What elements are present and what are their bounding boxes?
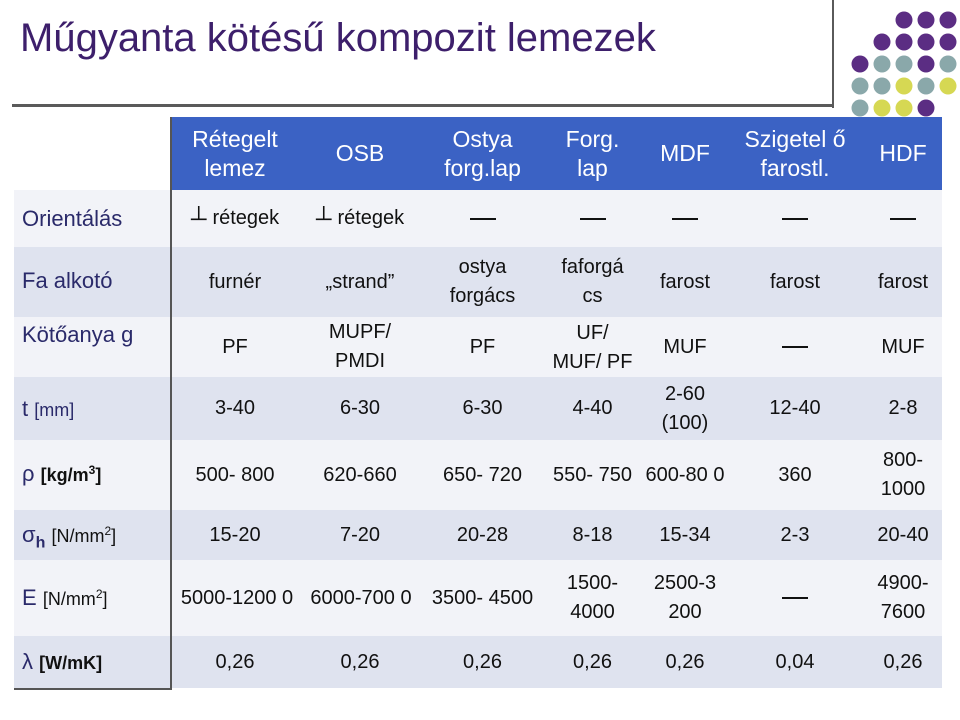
cell-wood-osb: „strand” — [325, 270, 395, 293]
perpendicular-symbol: ┴ — [315, 206, 332, 231]
decorative-dot — [940, 56, 957, 73]
cell-density-hdf: 800- 1000 — [880, 449, 926, 500]
cell-binder-plywood: PF — [222, 335, 248, 358]
cell-strength-wafer-board: 20-28 — [456, 523, 509, 546]
decorative-dot — [918, 34, 935, 51]
cell-binder-particleboard: UF/ MUF/ PF — [552, 322, 633, 373]
row-label-modulus: E $[N/mm^2]$ — [22, 585, 108, 610]
row-label-binder: Kötőanya g — [22, 322, 134, 347]
cell-density-mdf: 600-80 0 — [645, 463, 725, 486]
cell-binder-osb: MUPF/ PMDI — [328, 321, 392, 372]
dash-symbol — [782, 597, 808, 599]
decorative-dot — [896, 78, 913, 95]
cell-thickness-plywood: 3-40 — [214, 397, 256, 419]
column-header-plywood: Rétegelt lemez — [192, 125, 278, 181]
dash-symbol — [470, 218, 496, 220]
decorative-dot — [940, 34, 957, 51]
row-label-bending-strength: $\sigma_h$ $[N/mm^2]$ — [22, 522, 117, 551]
cell-density-wafer-board: 650- 720 — [443, 463, 522, 486]
cell-binder-insulation — [740, 317, 850, 377]
cell-modulus-osb: 6000-700 0 — [310, 586, 412, 609]
decorative-dot — [896, 12, 913, 29]
dash-symbol — [782, 346, 808, 348]
dash-symbol — [580, 218, 606, 220]
cell-modulus-wafer-board: 3500- 4500 — [431, 586, 534, 609]
cell-orientation-mdf — [640, 190, 730, 247]
cell-orientation-plywood: ┴ rétegek — [190, 206, 280, 231]
cell-wood-wafer-board: ostya forgács — [449, 256, 516, 307]
column-header-insulation-fiberboard: Szigetel ő farostl. — [744, 125, 846, 181]
cell-thickness-mdf: 2-60 (100) — [661, 382, 709, 434]
cell-wood-plywood: furnér — [208, 270, 262, 293]
decorative-dot — [852, 100, 869, 117]
decorative-dot — [896, 56, 913, 73]
page-title: Műgyanta kötésű kompozit lemezek — [20, 16, 656, 60]
decorative-dot — [918, 56, 935, 73]
column-header-mdf: MDF — [660, 140, 710, 166]
cell-density-osb: 620-660 — [323, 463, 397, 486]
decorative-dot — [896, 34, 913, 51]
decorative-dot — [874, 100, 891, 117]
decorative-dot — [918, 78, 935, 95]
row-label-thickness: t [mm] — [22, 396, 75, 421]
dash-symbol — [890, 218, 916, 220]
cell-modulus-hdf: 4900- 7600 — [877, 572, 929, 623]
cell-thickness-insulation: 12-40 — [769, 397, 821, 419]
decorative-dot — [896, 100, 913, 117]
row-label-orientation: Orientálás — [22, 206, 123, 231]
decorative-dot — [852, 56, 869, 73]
decorative-dot — [874, 34, 891, 51]
cell-thickness-hdf: 2-8 — [888, 397, 918, 419]
cell-strength-hdf: 20-40 — [877, 523, 929, 546]
cell-modulus-particleboard: 1500- 4000 — [566, 572, 619, 623]
column-header-hdf: HDF — [879, 140, 927, 166]
cell-orientation-hdf — [858, 190, 948, 247]
cell-strength-insulation: 2-3 — [780, 523, 810, 546]
cell-modulus-mdf: 2500-3 200 — [653, 572, 717, 623]
cell-conductivity-osb: 0,26 — [340, 650, 380, 673]
column-header-wafer-board: Ostya forg.lap — [444, 125, 521, 181]
decorative-dot — [940, 78, 957, 95]
title-divider-vertical — [832, 0, 834, 108]
cell-modulus-plywood: 5000-1200 0 — [180, 586, 294, 609]
title-divider — [12, 104, 832, 107]
table-vertical-rule — [170, 117, 172, 689]
row-label-density: ρ $[kg/m^3]$ — [22, 461, 102, 486]
cell-conductivity-insulation: 0,04 — [775, 650, 815, 673]
cell-wood-insulation: farost — [769, 270, 821, 293]
cell-wood-particleboard: faforgá cs — [561, 256, 624, 307]
cell-orientation-particleboard — [550, 190, 635, 247]
cell-conductivity-wafer-board: 0,26 — [463, 650, 502, 673]
table-bottom-rule — [14, 688, 172, 690]
cell-wood-mdf: farost — [659, 270, 711, 293]
cell-modulus-insulation — [740, 560, 850, 636]
perpendicular-symbol: ┴ — [190, 206, 207, 231]
cell-wood-hdf: farost — [877, 270, 929, 293]
decorative-dot — [940, 12, 957, 29]
cell-thickness-particleboard: 4-40 — [572, 397, 613, 419]
decorative-dot — [852, 78, 869, 95]
cell-conductivity-mdf: 0,26 — [665, 650, 705, 673]
row-label-wood-component: Fa alkotó — [22, 268, 113, 293]
decorative-dot — [918, 100, 935, 117]
decorative-dot — [874, 78, 891, 95]
cell-orientation-wafer-board — [425, 190, 540, 247]
row-label-conductivity: λ [W/mK] — [22, 649, 103, 674]
cell-orientation-osb: ┴ rétegek — [315, 206, 405, 231]
cell-strength-osb: 7-20 — [339, 523, 381, 546]
cell-binder-mdf: MUF — [663, 335, 707, 358]
dash-symbol — [782, 218, 808, 220]
dash-symbol — [672, 218, 698, 220]
cell-density-plywood: 500- 800 — [195, 463, 275, 486]
column-header-particleboard: Forg. lap — [565, 125, 620, 181]
decorative-dot-grid — [850, 10, 960, 120]
cell-conductivity-hdf: 0,26 — [883, 650, 923, 673]
cell-conductivity-particleboard: 0,26 — [573, 650, 612, 673]
cell-density-insulation: 360 — [778, 463, 812, 486]
cell-binder-hdf: MUF — [881, 335, 925, 358]
cell-conductivity-plywood: 0,26 — [215, 650, 255, 673]
cell-strength-plywood: 15-20 — [209, 523, 261, 546]
cell-strength-mdf: 15-34 — [659, 523, 711, 546]
cell-density-particleboard: 550- 750 — [553, 463, 632, 486]
cell-strength-particleboard: 8-18 — [572, 523, 613, 546]
decorative-dot — [874, 56, 891, 73]
decorative-dot — [918, 12, 935, 29]
column-header-osb: OSB — [335, 140, 385, 166]
cell-binder-wafer-board: PF — [469, 335, 496, 358]
cell-thickness-wafer-board: 6-30 — [462, 397, 503, 419]
cell-orientation-insulation — [740, 190, 850, 247]
cell-thickness-osb: 6-30 — [339, 397, 381, 419]
